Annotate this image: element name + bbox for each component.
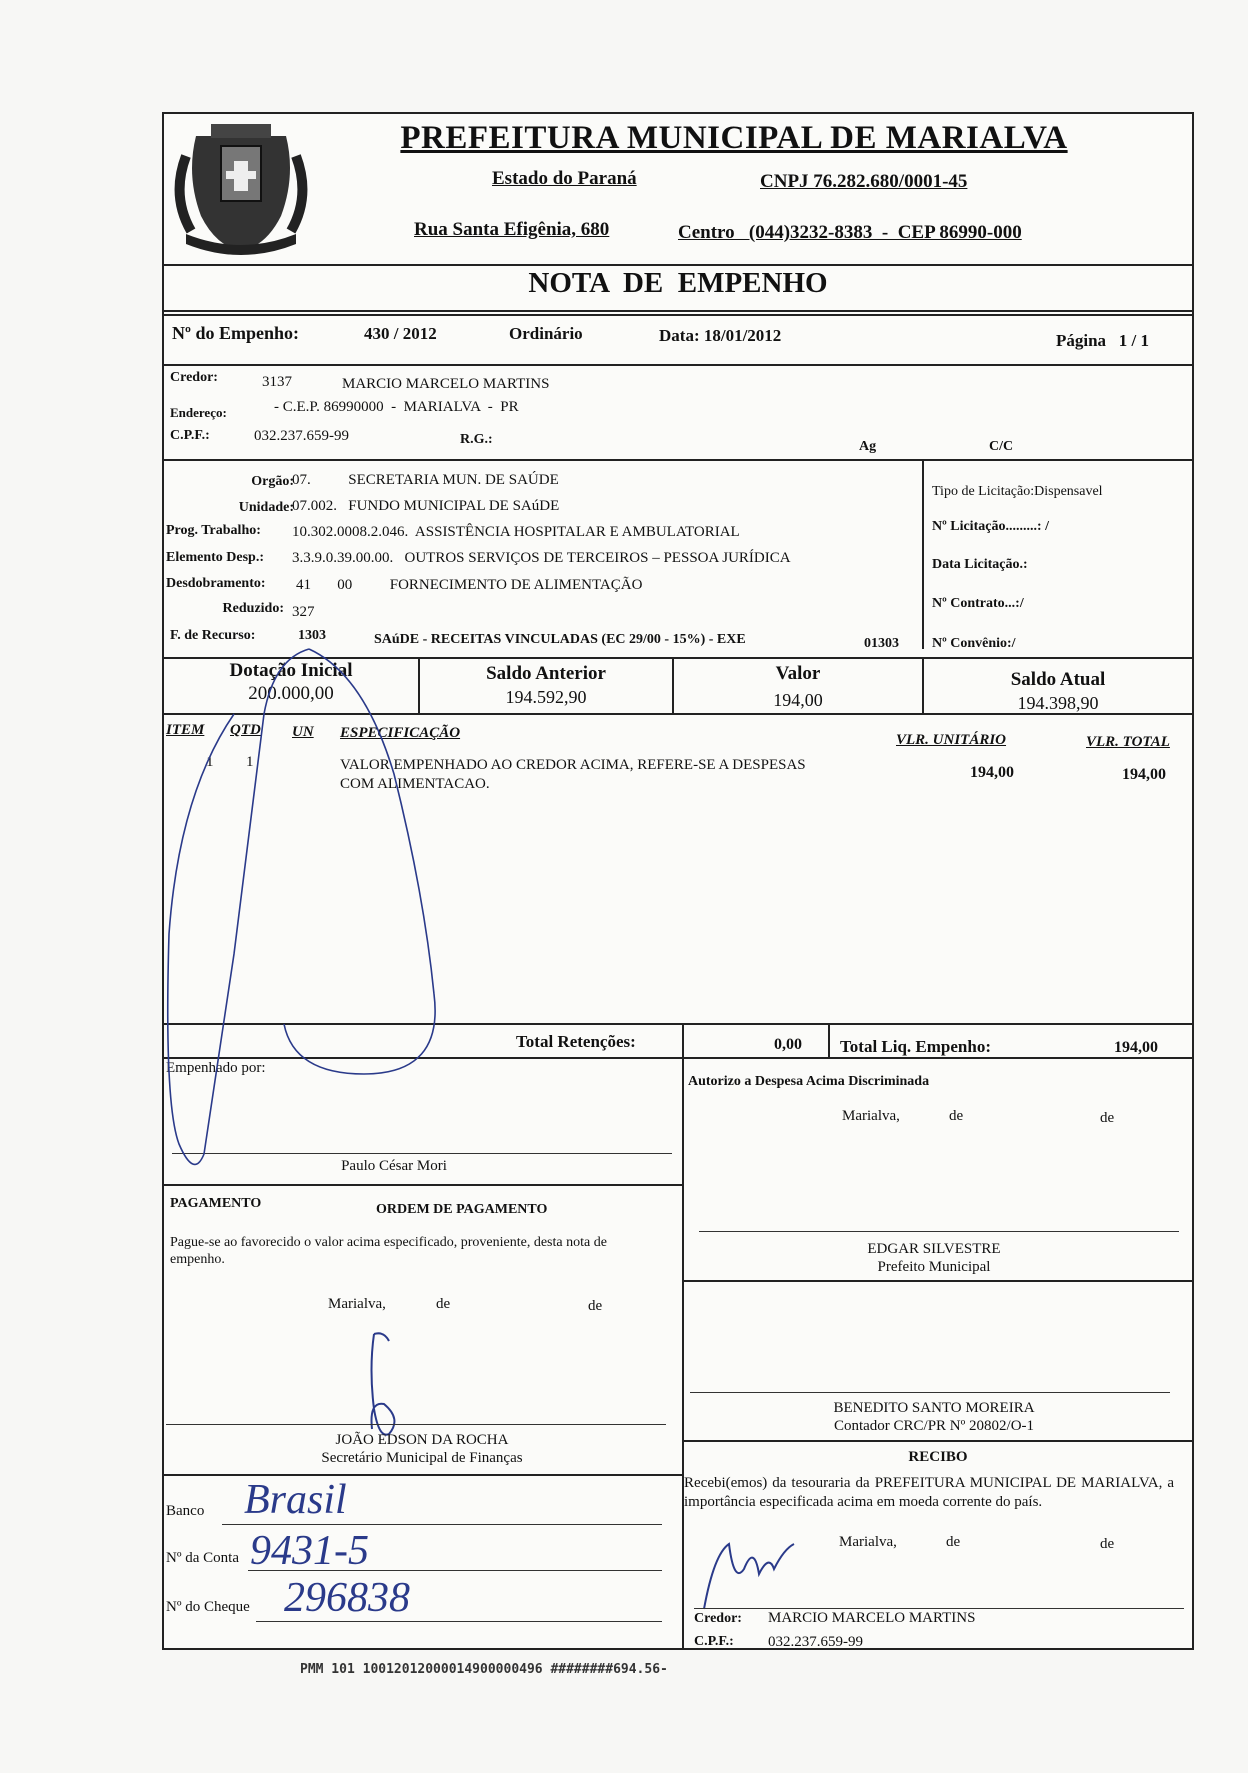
total-retencoes-label: Total Retenções: bbox=[516, 1032, 636, 1051]
elemento-label: Elemento Desp.: bbox=[166, 550, 264, 565]
saldo-anterior-label: Saldo Anterior bbox=[486, 663, 606, 684]
numero-licitacao: Nº Licitação.........: / bbox=[932, 519, 1049, 534]
cheque-handwritten: 296838 bbox=[284, 1575, 410, 1621]
conta-label: Nº da Conta bbox=[166, 1550, 239, 1566]
recurso-number: 01303 bbox=[864, 636, 899, 651]
elemento-value: 3.3.9.0.39.00.00. OUTROS SERVIÇOS DE TERCEIROS – PESSOA JURÍDICA bbox=[292, 550, 791, 566]
banco-handwritten: Brasil bbox=[244, 1477, 347, 1523]
secretario-role: Secretário Municipal de Finanças bbox=[321, 1450, 523, 1466]
desdobramento-label: Desdobramento: bbox=[166, 576, 266, 591]
credor-name: MARCIO MARCELO MARTINS bbox=[342, 376, 550, 392]
pagamento-text: Pague-se ao favorecido o valor acima especificado, proveniente, desta nota de empenho. bbox=[170, 1235, 607, 1267]
total-liq-label: Total Liq. Empenho: bbox=[840, 1037, 991, 1056]
recibo-text: Recebi(emos) da tesouraria da PREFEITURA MUNICIPAL DE MARIALVA, a importância especificada acima em moeda corrente do país. bbox=[684, 1475, 1174, 1510]
recibo-cpf-value: 032.237.659-99 bbox=[768, 1634, 863, 1650]
saldo-atual-value: 194.398,90 bbox=[1017, 693, 1099, 713]
state-label: Estado do Paraná bbox=[492, 168, 637, 189]
prefeitura-title: PREFEITURA MUNICIPAL DE MARIALVA bbox=[400, 120, 1068, 156]
cc-label: C/C bbox=[989, 439, 1014, 454]
endereco-value: - C.E.P. 86990000 - MARIALVA - PR bbox=[274, 399, 519, 415]
reduzido-label: Reduzido: bbox=[222, 601, 284, 616]
credor-signature bbox=[694, 1514, 814, 1619]
pen-mark bbox=[164, 634, 684, 1194]
autorizo-de-1: de bbox=[949, 1108, 964, 1124]
orgao-value: 07. SECRETARIA MUN. DE SAÚDE bbox=[292, 472, 559, 488]
unidade-value: 07.002. FUNDO MUNICIPAL DE SAúDE bbox=[292, 498, 560, 514]
empenho-date: Data: 18/01/2012 bbox=[659, 326, 782, 345]
contador-role: Contador CRC/PR Nº 20802/O-1 bbox=[833, 1418, 1035, 1434]
item-vlr-total: 194,00 bbox=[1122, 766, 1166, 783]
empenhado-por-name: Paulo César Mori bbox=[341, 1158, 447, 1174]
data-licitacao: Data Licitação.: bbox=[932, 557, 1028, 572]
cnpj-label: CNPJ 76.282.680/0001-45 bbox=[760, 171, 968, 192]
rg-label: R.G.: bbox=[460, 432, 493, 447]
prog-label: Prog. Trabalho: bbox=[166, 523, 261, 538]
secretario-name: JOÃO EDSON DA ROCHA bbox=[335, 1432, 509, 1448]
autorizo-de-2: de bbox=[1100, 1110, 1115, 1126]
unidade-label: Unidade: bbox=[238, 500, 294, 515]
ordem-pagamento-label: ORDEM DE PAGAMENTO bbox=[376, 1202, 548, 1217]
barcode-footer-text: PMM 101 10012012000014900000496 ########694.56- bbox=[300, 1662, 668, 1677]
desdobramento-value: 41 00 FORNECIMENTO DE ALIMENTAÇÃO bbox=[296, 577, 643, 593]
item-description-line1: VALOR EMPENHADO AO CREDOR ACIMA, REFERE-SE A DESPESAS bbox=[340, 757, 806, 773]
recibo-de-1: de bbox=[946, 1534, 961, 1550]
empenho-number-label: Nº do Empenho: bbox=[172, 323, 299, 343]
banco-label: Banco bbox=[166, 1503, 205, 1519]
valor-value: 194,00 bbox=[773, 690, 823, 710]
document-title: NOTA DE EMPENHO bbox=[528, 267, 828, 299]
recibo-credor-label: Credor: bbox=[694, 1611, 742, 1626]
col-vlr-unitario: VLR. UNITÁRIO bbox=[896, 732, 1007, 748]
numero-convenio: Nº Convênio:/ bbox=[932, 636, 1016, 651]
recibo-cpf-label: C.P.F.: bbox=[694, 1634, 734, 1649]
recurso-code: 1303 bbox=[298, 628, 326, 643]
endereco-label: Endereço: bbox=[170, 405, 227, 420]
empenho-type: Ordinário bbox=[509, 324, 583, 343]
col-item: ITEM bbox=[166, 722, 205, 738]
total-retencoes-value: 0,00 bbox=[774, 1036, 802, 1053]
pagamento-de-2: de bbox=[588, 1298, 603, 1314]
recibo-city: Marialva, bbox=[839, 1534, 897, 1550]
credor-code: 3137 bbox=[262, 374, 292, 390]
dotacao-inicial-value: 200.000,00 bbox=[248, 683, 334, 704]
recibo-de-2: de bbox=[1100, 1536, 1115, 1552]
saldo-atual-label: Saldo Atual bbox=[1010, 669, 1106, 690]
item-vlr-unitario: 194,00 bbox=[970, 764, 1014, 781]
cpf-label: C.P.F.: bbox=[170, 428, 210, 443]
reduzido-value: 327 bbox=[292, 604, 315, 620]
col-vlr-total: VLR. TOTAL bbox=[1086, 734, 1170, 750]
valor-label: Valor bbox=[775, 663, 821, 684]
recibo-credor-name: MARCIO MARCELO MARTINS bbox=[768, 1610, 976, 1626]
address-label: Rua Santa Efigênia, 680 bbox=[414, 219, 610, 240]
prog-value: 10.302.0008.2.046. ASSISTÊNCIA HOSPITALAR E AMBULATORIAL bbox=[292, 524, 740, 540]
item-description-line2: COM ALIMENTACAO. bbox=[340, 776, 490, 792]
empenhado-por-label: Empenhado por: bbox=[166, 1060, 266, 1076]
nota-de-empenho-form bbox=[162, 112, 1194, 1650]
autorizo-label: Autorizo a Despesa Acima Discriminada bbox=[688, 1074, 930, 1089]
pagamento-de-1: de bbox=[436, 1296, 451, 1312]
cheque-label: Nº do Cheque bbox=[166, 1599, 250, 1615]
total-liq-value: 194,00 bbox=[1114, 1039, 1158, 1056]
dotacao-inicial-label: Dotação Inicial bbox=[229, 660, 353, 681]
contador-name: BENEDITO SANTO MOREIRA bbox=[833, 1400, 1035, 1416]
recurso-description: SAúDE - RECEITAS VINCULADAS (EC 29/00 - 15%) - EXE bbox=[374, 632, 746, 647]
item-number: 1 bbox=[206, 754, 214, 770]
prefeito-name: EDGAR SILVESTRE bbox=[867, 1241, 1001, 1257]
recibo-label: RECIBO bbox=[908, 1449, 968, 1465]
ag-label: Ag bbox=[859, 439, 877, 454]
orgao-label: Orgão: bbox=[251, 474, 294, 489]
conta-handwritten: 9431-5 bbox=[250, 1528, 369, 1574]
contact-label: Centro (044)3232-8383 - CEP 86990-000 bbox=[678, 222, 1022, 243]
empenho-number: 430 / 2012 bbox=[364, 324, 437, 343]
saldo-anterior-value: 194.592,90 bbox=[505, 687, 587, 707]
col-qtd: QTD bbox=[230, 722, 261, 738]
col-especificacao: ESPECIFICAÇÃO bbox=[340, 725, 461, 741]
coat-of-arms-logo bbox=[166, 116, 316, 264]
pagamento-label: PAGAMENTO bbox=[170, 1196, 262, 1211]
cpf-value: 032.237.659-99 bbox=[254, 428, 349, 444]
recurso-label: F. de Recurso: bbox=[170, 628, 256, 643]
credor-label: Credor: bbox=[170, 370, 218, 385]
autorizo-city: Marialva, bbox=[842, 1108, 900, 1124]
prefeito-role: Prefeito Municipal bbox=[877, 1259, 991, 1275]
numero-contrato: Nº Contrato...:/ bbox=[932, 596, 1024, 611]
col-un: UN bbox=[292, 724, 314, 740]
page-number: Página 1 / 1 bbox=[1056, 331, 1150, 350]
item-qtd: 1 bbox=[246, 754, 254, 770]
pagamento-city: Marialva, bbox=[328, 1296, 386, 1312]
tipo-licitacao: Tipo de Licitação:Dispensavel bbox=[932, 484, 1103, 499]
